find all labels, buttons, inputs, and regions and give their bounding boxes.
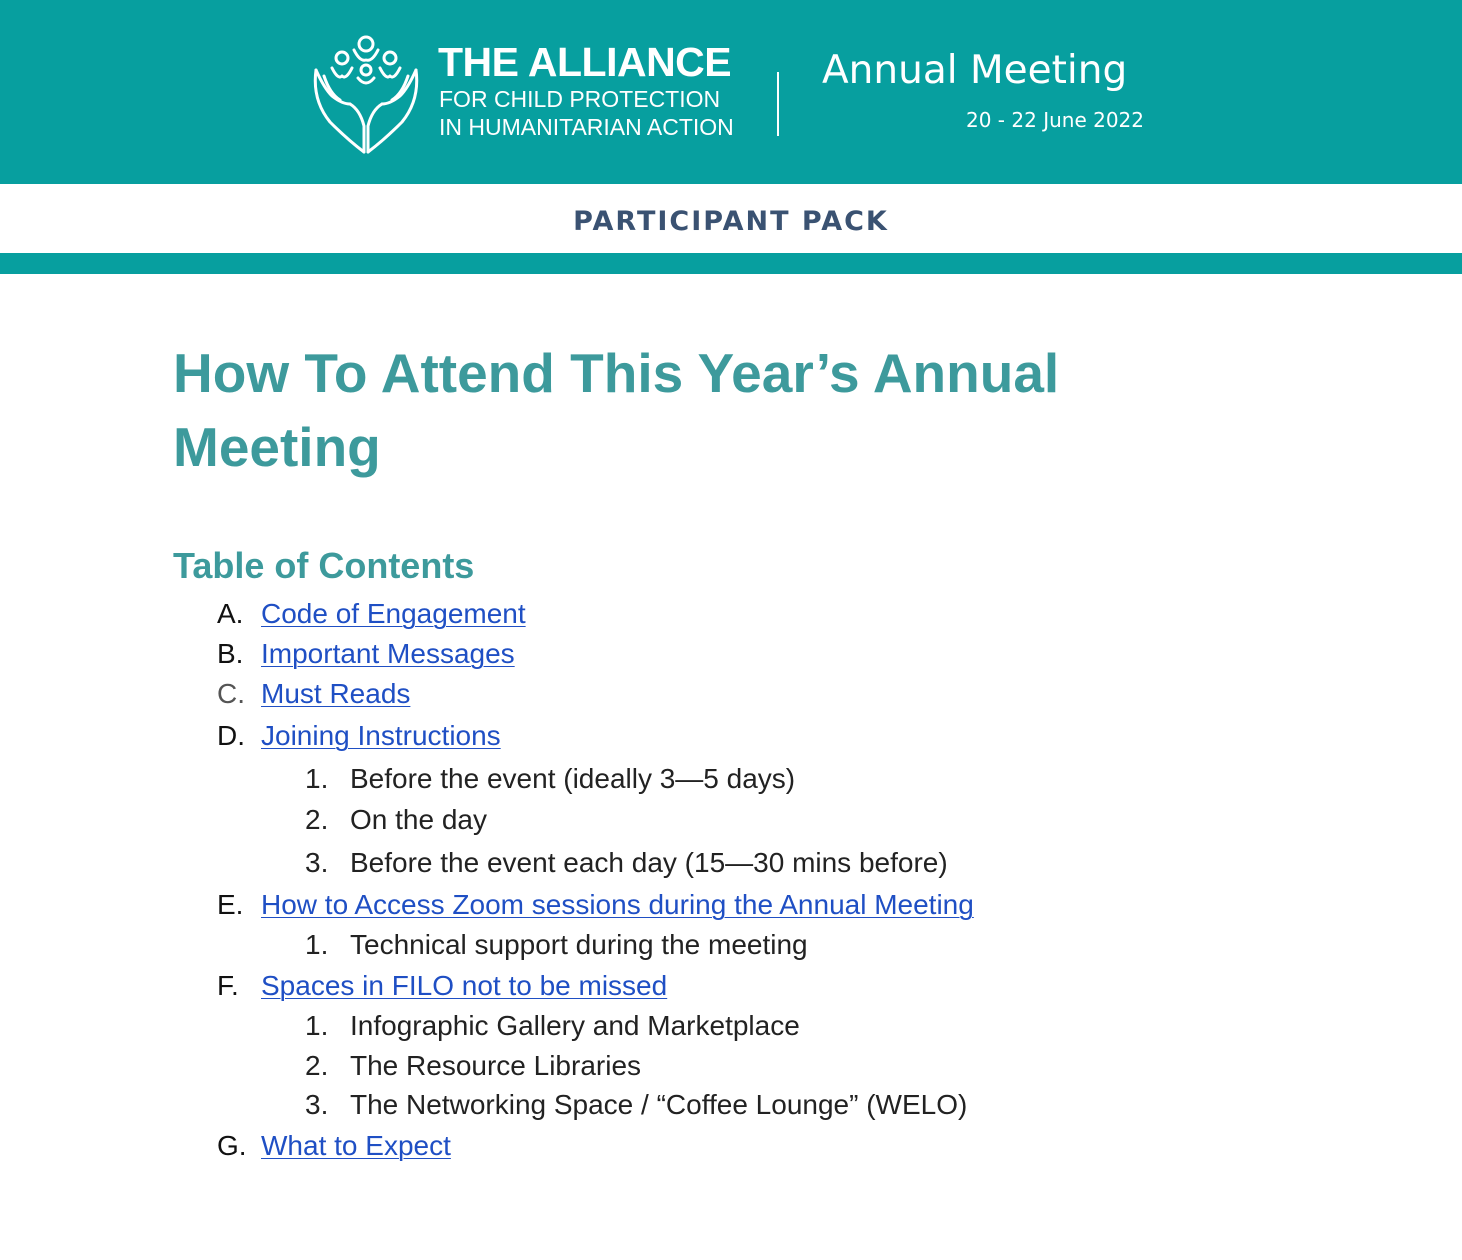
- toc-item-marker: C.: [217, 678, 245, 709]
- toc-subitem-label: Before the event each day (15—30 mins before): [350, 847, 948, 878]
- toc-subitem-marker: 2.: [305, 1050, 329, 1081]
- toc-subitem-label: Before the event (ideally 3—5 days): [350, 763, 796, 794]
- participant-pack-label: PARTICIPANT PACK: [573, 206, 889, 237]
- toc-subitem-label: On the day: [350, 804, 487, 835]
- toc-subitem-label: The Networking Space / “Coffee Lounge” (WELO): [350, 1089, 968, 1120]
- accent-band: [0, 253, 1462, 274]
- toc-subitem-marker: 1.: [305, 1010, 329, 1041]
- document-title: How To Attend This Year’s Annual Meeting: [173, 342, 1060, 478]
- toc-item-marker: D.: [217, 720, 245, 751]
- toc-subitem-marker: 1.: [305, 929, 329, 960]
- toc-link-what-to-expect[interactable]: What to Expect: [261, 1130, 451, 1161]
- header-banner: [0, 0, 1462, 184]
- toc-subitem-marker: 2.: [305, 804, 329, 835]
- toc-link-spaces-in-filo[interactable]: Spaces in FILO not to be missed: [261, 970, 668, 1001]
- header-divider: [777, 72, 779, 136]
- event-dates: 20 - 22 June 2022: [966, 108, 1144, 132]
- brand-subtitle-line-1: FOR CHILD PROTECTION: [439, 86, 721, 112]
- toc-item-marker: E.: [217, 889, 244, 920]
- toc-link-code-of-engagement[interactable]: Code of Engagement: [261, 598, 526, 629]
- toc-subitem-label: The Resource Libraries: [350, 1050, 642, 1081]
- toc-subitem-label: Technical support during the meeting: [350, 929, 808, 960]
- brand-subtitle-line-2: IN HUMANITARIAN ACTION: [439, 114, 734, 140]
- toc-link-must-reads[interactable]: Must Reads: [261, 678, 411, 709]
- toc-item-marker: B.: [217, 638, 244, 669]
- toc-heading: Table of Contents: [173, 545, 475, 586]
- toc-item-marker: G.: [217, 1130, 247, 1161]
- toc-subitem-label: Infographic Gallery and Marketplace: [350, 1010, 800, 1041]
- toc-link-zoom-sessions[interactable]: How to Access Zoom sessions during the Annual Meeting: [261, 889, 974, 920]
- brand-title: THE ALLIANCE: [438, 39, 732, 85]
- toc-link-important-messages[interactable]: Important Messages: [261, 638, 515, 669]
- hands-holding-people-icon: [310, 30, 422, 156]
- toc-link-joining-instructions[interactable]: Joining Instructions: [261, 720, 501, 751]
- event-title: Annual Meeting: [822, 48, 1128, 93]
- toc-subitem-marker: 3.: [305, 1089, 329, 1120]
- toc-subitem-marker: 3.: [305, 847, 329, 878]
- toc-item-marker: F.: [217, 970, 239, 1001]
- toc-item-marker: A.: [217, 598, 244, 629]
- toc-subitem-marker: 1.: [305, 763, 329, 794]
